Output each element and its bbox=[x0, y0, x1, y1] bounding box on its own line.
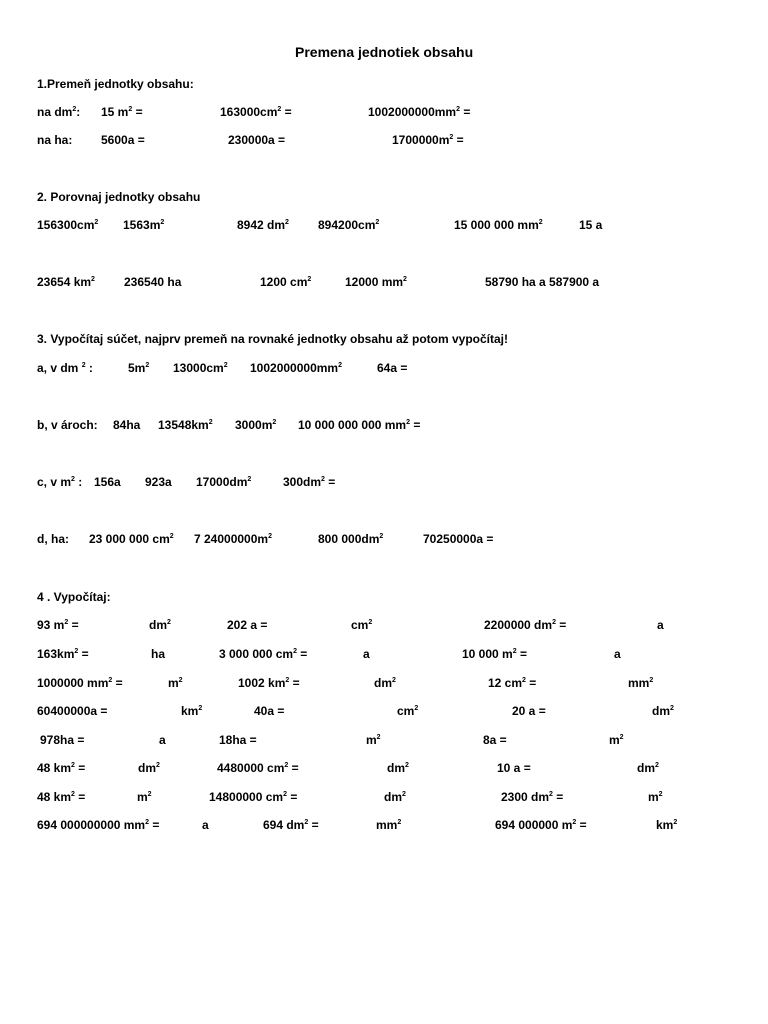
s3-a-c3: $1002000000mm^2$ bbox=[250, 361, 342, 375]
s4-cell: 978ha = bbox=[40, 733, 85, 747]
s4-cell: a bbox=[657, 618, 664, 632]
s4-cell: a bbox=[614, 647, 621, 661]
s4-cell: $m^2$ bbox=[648, 790, 663, 804]
s4-cell: 12 $cm^2$ = bbox=[488, 676, 537, 690]
s2-r2-c3: 12000 $mm^2$ bbox=[345, 275, 407, 289]
s4-cell: 40a = bbox=[254, 704, 285, 718]
s4-cell: $m^2$ bbox=[366, 733, 381, 747]
s3-c-c3: $17000dm^2$ bbox=[196, 475, 252, 489]
s3-d-c3: 800 $000dm^2$ bbox=[318, 532, 384, 546]
s4-cell: $mm^2$ bbox=[376, 818, 402, 832]
section1-heading: 1.Premeň jednotky obsahu: bbox=[37, 77, 194, 91]
s4-cell: $km^2$ bbox=[181, 704, 203, 718]
s3-b-c3: $3000m^2$ bbox=[235, 418, 277, 432]
s1-r1-label: na $dm^2$: bbox=[37, 105, 81, 119]
s2-r1-c0: $156300cm^2$ bbox=[37, 218, 99, 232]
s2-r2-c1: 236540 ha bbox=[124, 275, 182, 289]
s4-cell: 10 000 $m^2$ = bbox=[462, 647, 527, 661]
section3-heading: 3. Vypočítaj súčet, najprv premeň na rovnaké jednotky obsahu až potom vypočítaj! bbox=[37, 332, 509, 346]
s4-cell: $cm^2$ bbox=[351, 618, 373, 632]
s4-cell: 694 $dm^2$ = bbox=[263, 818, 319, 832]
s3-b-label: b, v ároch: bbox=[37, 418, 98, 432]
s2-r1-c5: 15 a bbox=[579, 218, 603, 232]
s4-cell: $m^2$ bbox=[137, 790, 152, 804]
s4-cell: 18ha = bbox=[219, 733, 257, 747]
s4-cell: $dm^2$ bbox=[138, 761, 160, 775]
s1-r2-c1: 5600a = bbox=[101, 133, 145, 147]
s4-cell: 1000000 $mm^2$ = bbox=[37, 676, 123, 690]
s4-cell: 8a = bbox=[483, 733, 507, 747]
s2-r2-c2: 1200 $cm^2$ bbox=[260, 275, 312, 289]
s4-cell: a bbox=[159, 733, 166, 747]
s3-a-label: a, v dm $^2$ : bbox=[37, 361, 93, 375]
s4-cell: $mm^2$ bbox=[628, 676, 654, 690]
s4-cell: $dm^2$ bbox=[384, 790, 406, 804]
s3-a-c2: $13000cm^2$ bbox=[173, 361, 228, 375]
s4-cell: $163km^2$ = bbox=[37, 647, 89, 661]
s4-cell: $dm^2$ bbox=[149, 618, 171, 632]
s2-r1-c2: 8942 $dm^2$ bbox=[237, 218, 289, 232]
s4-cell: $dm^2$ bbox=[637, 761, 659, 775]
s4-cell: 694 000000 $m^2$ = bbox=[495, 818, 587, 832]
s4-cell: 14800000 $cm^2$ = bbox=[209, 790, 298, 804]
section4-heading: 4 . Vypočítaj: bbox=[37, 590, 111, 604]
s3-c-c1: 156a bbox=[94, 475, 121, 489]
s4-cell: $dm^2$ bbox=[652, 704, 674, 718]
s4-cell: 93 $m^2$ = bbox=[37, 618, 79, 632]
s3-c-c2: 923a bbox=[145, 475, 172, 489]
s3-a-c1: $5m^2$ bbox=[128, 361, 150, 375]
s4-cell: 20 a = bbox=[512, 704, 546, 718]
s3-d-c4: 70250000a = bbox=[423, 532, 494, 546]
s1-r1-c1: 15 $m^2$ = bbox=[101, 105, 143, 119]
s4-cell: 60400000a = bbox=[37, 704, 108, 718]
s1-r2-c3: $1700000m^2$ = bbox=[392, 133, 464, 147]
s3-b-c2: $13548km^2$ bbox=[158, 418, 213, 432]
s4-cell: 2200000 $dm^2$ = bbox=[484, 618, 567, 632]
s4-cell: 48 $km^2$ = bbox=[37, 761, 86, 775]
s1-r1-c3: $1002000000mm^2$ = bbox=[368, 105, 471, 119]
s3-c-c4: $300dm^2$ = bbox=[283, 475, 336, 489]
s4-cell: 4480000 $cm^2$ = bbox=[217, 761, 299, 775]
s2-r2-c0: 23654 $km^2$ bbox=[37, 275, 95, 289]
s4-cell: 3 000 000 $cm^2$ = bbox=[219, 647, 308, 661]
s4-cell: 202 a = bbox=[227, 618, 268, 632]
s4-cell: 1002 $km^2$ = bbox=[238, 676, 300, 690]
s4-cell: a bbox=[202, 818, 209, 832]
s3-d-c2: 7 $24000000m^2$ bbox=[194, 532, 272, 546]
s4-cell: $km^2$ bbox=[656, 818, 678, 832]
s1-r1-c2: $163000cm^2$ = bbox=[220, 105, 292, 119]
s2-r1-c4: 15 000 000 $mm^2$ bbox=[454, 218, 543, 232]
s2-r1-c3: $894200cm^2$ bbox=[318, 218, 380, 232]
s3-c-label: c, v $m^2$ : bbox=[37, 475, 83, 489]
s4-cell: $dm^2$ bbox=[374, 676, 396, 690]
s4-cell: $m^2$ bbox=[168, 676, 183, 690]
s4-cell: 48 $km^2$ = bbox=[37, 790, 86, 804]
s4-cell: 10 a = bbox=[497, 761, 531, 775]
section2-heading: 2. Porovnaj jednotky obsahu bbox=[37, 190, 201, 204]
s4-cell: $m^2$ bbox=[609, 733, 624, 747]
s1-r2-c2: 230000a = bbox=[228, 133, 286, 147]
s2-r1-c1: $1563m^2$ bbox=[123, 218, 165, 232]
s2-r2-c4: 58790 ha a 587900 a bbox=[485, 275, 600, 289]
s4-cell: 694 000000000 $mm^2$ = bbox=[37, 818, 160, 832]
s4-cell: ha bbox=[151, 647, 166, 661]
s4-cell: a bbox=[363, 647, 370, 661]
page-title: Premena jednotiek obsahu bbox=[295, 44, 474, 60]
s4-cell: 2300 $dm^2$ = bbox=[501, 790, 564, 804]
s3-a-c4: 64a = bbox=[377, 361, 408, 375]
s3-b-c4: 10 000 000 000 $mm^2$ = bbox=[298, 418, 421, 432]
s4-cell: $cm^2$ bbox=[397, 704, 419, 718]
s3-d-label: d, ha: bbox=[37, 532, 69, 546]
s3-b-c1: 84ha bbox=[113, 418, 141, 432]
s1-r2-label: na ha: bbox=[37, 133, 73, 147]
s4-cell: $dm^2$ bbox=[387, 761, 409, 775]
s3-d-c1: 23 000 000 $cm^2$ bbox=[89, 532, 174, 546]
